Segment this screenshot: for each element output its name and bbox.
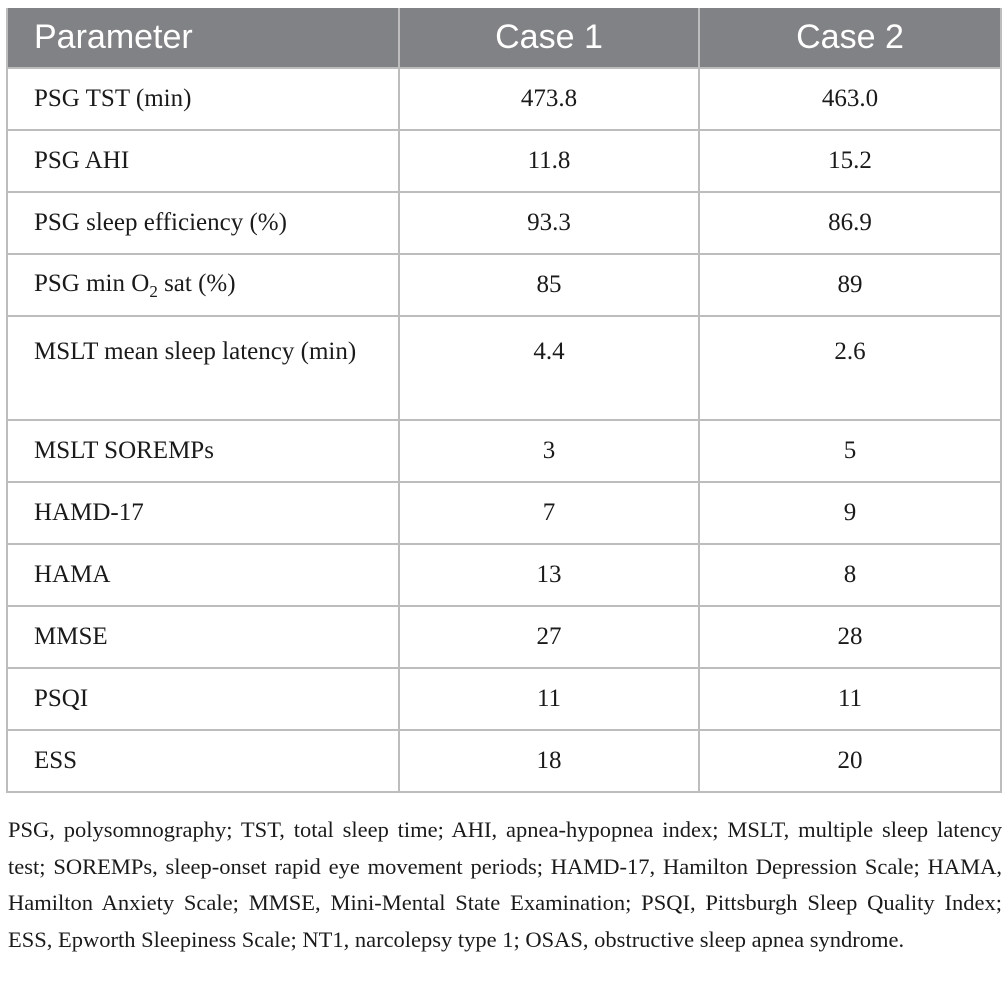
header-case-2: Case 2 xyxy=(699,8,1001,68)
parameter-cell xyxy=(7,254,399,316)
table-row xyxy=(7,420,1001,482)
case-1-cell: 27 xyxy=(399,606,699,668)
case-2-cell: 86.9 xyxy=(699,192,1001,254)
case-1-cell: 3 xyxy=(399,420,699,482)
case-1-cell: 93.3 xyxy=(399,192,699,254)
table-row xyxy=(7,254,1001,316)
table-footnote: PSG, polysomnography; TST, total sleep time; AHI, apnea-hypopnea index; MSLT, multiple sleep latency test; SOREMPs, sleep-onset rapid eye movement periods; HAMD-17, Hamilton Depression Scale; HAMA, Hamilton Anxiety Scale; MMSE, Mini-Mental State Examination; PSQI, Pittsburgh Sleep Quality Index; ESS, Epworth Sleepiness Scale; NT1, narcolepsy type 1; OSAS, obstructive sleep apnea syndrome. xyxy=(8,817,1002,952)
table-row xyxy=(7,482,1001,544)
parameter-cell: HAMA xyxy=(7,544,399,606)
parameter-cell: HAMD-17 xyxy=(7,482,399,544)
parameter-prefix: PSG min O xyxy=(34,270,150,297)
table-row xyxy=(7,192,1001,254)
case-1-cell: 18 xyxy=(399,730,699,792)
case-1-cell: 85 xyxy=(399,254,699,316)
table-row xyxy=(7,730,1001,792)
table-row xyxy=(7,606,1001,668)
parameter-cell: ESS xyxy=(7,730,399,792)
parameter-cell: MSLT SOREMPs xyxy=(7,420,399,482)
table-header-row xyxy=(7,8,1001,68)
case-1-cell: 4.4 xyxy=(399,316,699,420)
parameter-cell: MMSE xyxy=(7,606,399,668)
case-1-cell: 13 xyxy=(399,544,699,606)
case-1-cell: 11.8 xyxy=(399,130,699,192)
parameter-cell: MSLT mean sleep latency (min) xyxy=(7,316,399,420)
table-row xyxy=(7,68,1001,130)
header-parameter: Parameter xyxy=(7,8,399,68)
case-2-cell: 9 xyxy=(699,482,1001,544)
table-row xyxy=(7,668,1001,730)
case-2-cell: 11 xyxy=(699,668,1001,730)
table-row xyxy=(7,544,1001,606)
case-2-cell: 28 xyxy=(699,606,1001,668)
case-2-cell: 5 xyxy=(699,420,1001,482)
table-row xyxy=(7,316,1001,420)
case-1-cell: 7 xyxy=(399,482,699,544)
parameter-subscript: 2 xyxy=(149,282,158,301)
table-row xyxy=(7,130,1001,192)
case-2-cell: 20 xyxy=(699,730,1001,792)
case-2-cell: 2.6 xyxy=(699,316,1001,420)
case-2-cell: 463.0 xyxy=(699,68,1001,130)
parameter-cell: PSQI xyxy=(7,668,399,730)
parameter-cell: PSG sleep efficiency (%) xyxy=(7,192,399,254)
case-2-cell: 15.2 xyxy=(699,130,1001,192)
parameters-table xyxy=(6,8,1002,793)
case-1-cell: 11 xyxy=(399,668,699,730)
parameter-cell: PSG TST (min) xyxy=(7,68,399,130)
case-2-cell: 8 xyxy=(699,544,1001,606)
case-2-cell: 89 xyxy=(699,254,1001,316)
parameter-cell: PSG AHI xyxy=(7,130,399,192)
parameter-suffix: sat (%) xyxy=(157,270,236,297)
header-case-1: Case 1 xyxy=(399,8,699,68)
case-1-cell: 473.8 xyxy=(399,68,699,130)
